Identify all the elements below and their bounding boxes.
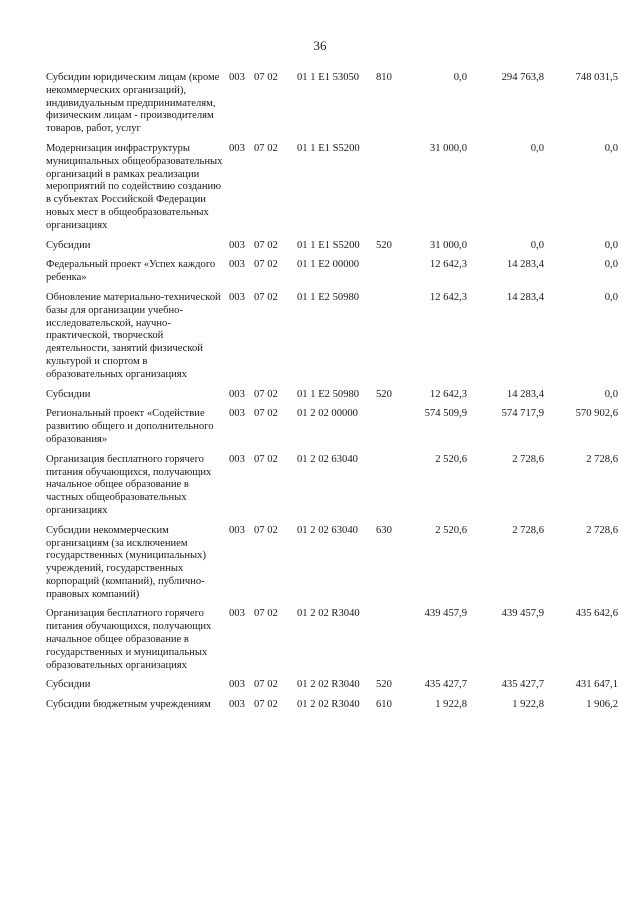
row-admin-code: 003 (229, 388, 245, 400)
row-value-2: 0,0 (530, 239, 544, 251)
row-target-code: 01 1 E2 50980 (297, 291, 360, 303)
row-value-2: 2 728,6 (512, 453, 544, 465)
row-value-3: 570 902,6 (575, 408, 618, 420)
table-row (0, 525, 640, 602)
row-value-1: 2 520,6 (435, 524, 467, 536)
row-admin-code: 003 (229, 699, 245, 711)
row-target-code: 01 1 E1 S5200 (297, 239, 360, 251)
table-row (0, 679, 640, 692)
row-name: Субсидии (46, 388, 91, 400)
table-row (0, 699, 640, 712)
row-value-2: 0,0 (530, 142, 544, 154)
row-value-2: 14 283,4 (506, 388, 544, 400)
row-section-code: 07 02 (254, 453, 278, 465)
row-section-code: 07 02 (254, 291, 278, 303)
row-name: Региональный проект «Содействие развитию общего и дополнительного образования» (46, 408, 214, 445)
row-value-3: 748 031,5 (575, 72, 618, 83)
row-value-1: 2 520,6 (435, 453, 467, 465)
row-target-code: 01 2 02 00000 (297, 408, 358, 420)
row-name: Субсидии юридическим лицам (кроме некоммерческих организаций), индивидуальным предпринимателям, физическим лицам - производителям товаров, работ, услуг (46, 72, 220, 135)
row-value-2: 435 427,7 (501, 679, 544, 691)
row-admin-code: 003 (229, 291, 245, 303)
row-admin-code: 003 (229, 239, 245, 251)
row-value-3: 0,0 (604, 239, 618, 251)
row-target-code: 01 2 02 R3040 (297, 608, 360, 620)
row-section-code: 07 02 (254, 72, 278, 83)
row-name: Субсидии бюджетным учреждениям (46, 699, 211, 711)
row-target-code: 01 2 02 63040 (297, 453, 358, 465)
row-admin-code: 003 (229, 259, 245, 271)
row-name: Субсидии (46, 679, 91, 691)
row-target-code: 01 2 02 R3040 (297, 699, 360, 711)
row-value-2: 574 717,9 (501, 408, 544, 420)
row-section-code: 07 02 (254, 524, 278, 536)
table-row (0, 259, 640, 285)
table-row (0, 608, 640, 672)
row-value-3: 0,0 (604, 291, 618, 303)
row-section-code: 07 02 (254, 679, 278, 691)
row-value-1: 31 000,0 (429, 239, 467, 251)
row-value-2: 294 763,8 (501, 72, 544, 83)
row-section-code: 07 02 (254, 239, 278, 251)
row-target-code: 01 2 02 63040 (297, 524, 358, 536)
row-name: Организация бесплатного горячего питания обучающихся, получающих начальное общее образование в частных общеобразовательных организациях (46, 453, 212, 516)
table-row (0, 389, 640, 402)
row-value-1: 12 642,3 (429, 388, 467, 400)
row-admin-code: 003 (229, 679, 245, 691)
row-value-1: 574 509,9 (424, 408, 467, 420)
row-value-1: 12 642,3 (429, 259, 467, 271)
row-value-2: 14 283,4 (506, 291, 544, 303)
row-expense-type: 520 (376, 679, 392, 691)
row-name: Субсидии (46, 239, 91, 251)
row-admin-code: 003 (229, 608, 245, 620)
row-value-1: 435 427,7 (424, 679, 467, 691)
row-admin-code: 003 (229, 453, 245, 465)
row-section-code: 07 02 (254, 388, 278, 400)
row-value-2: 2 728,6 (512, 524, 544, 536)
row-admin-code: 003 (229, 408, 245, 420)
row-value-1: 439 457,9 (424, 608, 467, 620)
row-expense-type: 810 (376, 72, 392, 83)
row-expense-type: 520 (376, 239, 392, 251)
row-section-code: 07 02 (254, 142, 278, 154)
row-value-2: 1 922,8 (512, 699, 544, 711)
row-expense-type: 630 (376, 524, 392, 536)
table-row (0, 143, 640, 233)
row-value-3: 431 647,1 (575, 679, 618, 691)
row-value-3: 0,0 (604, 142, 618, 154)
row-value-3: 2 728,6 (586, 453, 618, 465)
row-value-3: 435 642,6 (575, 608, 618, 620)
row-target-code: 01 1 E2 00000 (297, 259, 360, 271)
row-admin-code: 003 (229, 524, 245, 536)
page-number: 36 (313, 38, 327, 53)
row-admin-code: 003 (229, 72, 245, 83)
row-expense-type: 520 (376, 388, 392, 400)
row-value-3: 0,0 (604, 259, 618, 271)
row-value-3: 1 906,2 (586, 699, 618, 711)
row-name: Субсидии некоммерческим организациям (за исключением государственных (муниципальных) учреждений, государственных корпораций (компаний), публично-правовых компаний) (46, 524, 206, 600)
budget-table (0, 72, 640, 719)
row-value-1: 0,0 (453, 72, 467, 83)
table-row (0, 408, 640, 446)
row-target-code: 01 1 E2 50980 (297, 388, 360, 400)
row-section-code: 07 02 (254, 259, 278, 271)
table-row (0, 240, 640, 253)
table-row (0, 72, 640, 136)
table-row (0, 454, 640, 518)
row-target-code: 01 1 E1 S5200 (297, 142, 360, 154)
row-name: Модернизация инфраструктуры муниципальных общеобразовательных организаций в рамках реализации мероприятий по содействию созданию в субъектах Российской Федерации новых мест в общеобразовательных организациях (46, 142, 223, 231)
row-value-3: 2 728,6 (586, 524, 618, 536)
row-value-1: 31 000,0 (429, 142, 467, 154)
row-section-code: 07 02 (254, 608, 278, 620)
row-name: Организация бесплатного горячего питания обучающихся, получающих начальное общее образование в государственных и муниципальных образовательных организациях (46, 608, 212, 671)
row-admin-code: 003 (229, 142, 245, 154)
table-row (0, 292, 640, 382)
row-expense-type: 610 (376, 699, 392, 711)
row-value-3: 0,0 (604, 388, 618, 400)
row-name: Обновление материально-технической базы для организации учебно-исследовательской, научно-практической, творческой деятельности, занятий физической культурой и спортом в образовательных организациях (46, 291, 221, 380)
row-section-code: 07 02 (254, 699, 278, 711)
row-target-code: 01 2 02 R3040 (297, 679, 360, 691)
row-value-2: 14 283,4 (506, 259, 544, 271)
row-name: Федеральный проект «Успех каждого ребенка» (46, 259, 216, 284)
row-value-1: 1 922,8 (435, 699, 467, 711)
row-section-code: 07 02 (254, 408, 278, 420)
row-value-1: 12 642,3 (429, 291, 467, 303)
row-target-code: 01 1 E1 53050 (297, 72, 360, 83)
row-value-2: 439 457,9 (501, 608, 544, 620)
